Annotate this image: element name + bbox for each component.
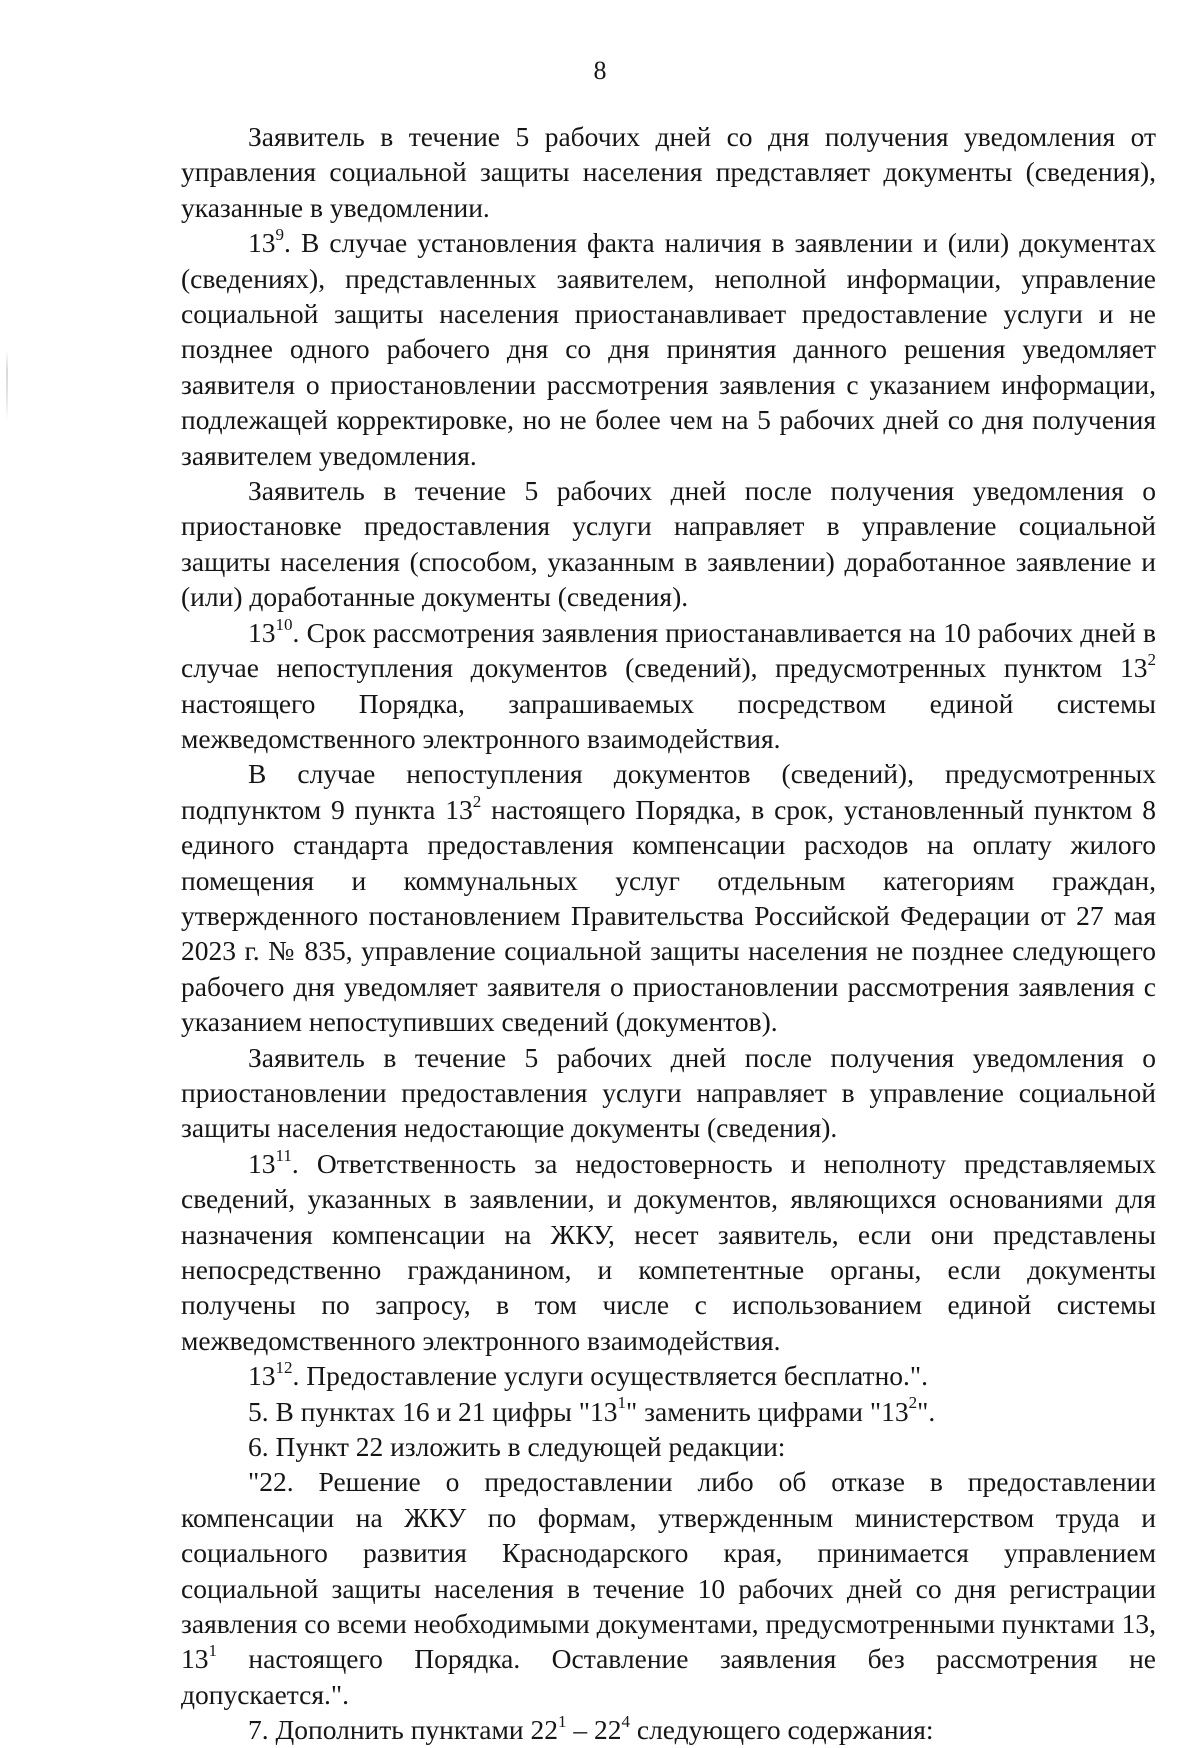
page-number: 8 [593, 56, 607, 85]
text-run: В случае непоступления документов (сведений), предусмотренных подпунктом 9 пункта 13 [181, 758, 1156, 825]
superscript-index: 1 [208, 1641, 218, 1661]
text-run: . Ответственность за недостоверность и неполноту представляемых сведений, указанных в заявлении, и документов, являющихся основаниями для назначения компенсации на ЖКУ, несет заявитель, если они представлены непосредственно гражданином, и компетентные органы, если документы получены по запросу, в том числе с использованием единой системы межведомственного электронного взаимодействия. [181, 1147, 1156, 1356]
paragraph [181, 1146, 1156, 1358]
document-body [181, 119, 1156, 1748]
text-run: настоящего Порядка, запрашиваемых посредством единой системы межведомственного электронного взаимодействия. [181, 687, 1156, 754]
text-run: 13 [248, 1147, 276, 1179]
text-run: . Срок рассмотрения заявления приостанавливается на 10 рабочих дней в случае непоступления документов (сведений), предусмотренных пунктом 13 [181, 616, 1156, 684]
text-run: следующего содержания: [629, 1714, 934, 1746]
superscript-index: 11 [275, 1145, 292, 1165]
superscript-index: 1 [557, 1712, 567, 1732]
text-run: 13 [248, 1360, 276, 1392]
text-run: 13 [248, 227, 276, 259]
text-run: 6. Пункт 22 изложить в следующей редакции: [248, 1431, 786, 1463]
paragraph [181, 1464, 1156, 1712]
paragraph [181, 615, 1156, 757]
paragraph [181, 1040, 1156, 1146]
paragraph [181, 119, 1156, 225]
paragraph [181, 225, 1156, 473]
text-run: Заявитель в течение 5 рабочих дней со дня получения уведомления от управления социальной защиты населения представляет документы (сведения), указанные в уведомлении. [181, 121, 1156, 223]
text-run: 13 [248, 616, 276, 648]
paragraph [181, 1712, 1156, 1747]
text-run: настоящего Порядка, в срок, установленный пунктом 8 единого стандарта предоставления компенсации расходов на оплату жилого помещения и коммунальных услуг отдельным категориям граждан, утвержденного постановлением Правительства Российской Федерации от 27 мая 2023 г. № 835, управление социальной защиты населения не позднее следующего рабочего дня уведомляет заявителя о приостановлении рассмотрения заявления с указанием непоступивших сведений (документов). [181, 793, 1156, 1038]
text-run: настоящего Порядка. Оставление заявления без рассмотрения не допускается.". [181, 1643, 1156, 1710]
superscript-index: 9 [275, 225, 285, 245]
superscript-index: 10 [275, 614, 293, 634]
superscript-index: 2 [908, 1393, 918, 1413]
text-run: 7. Дополнить пунктами 22 [248, 1714, 558, 1746]
text-run: Заявитель в течение 5 рабочих дней после получения уведомления о приостановлении предоставления услуги направляет в управление социальной защиты населения недостающие документы (сведения). [181, 1041, 1156, 1144]
paragraph [181, 1429, 1156, 1464]
text-run: "22. Решение о предоставлении либо об отказе в предоставлении компенсации на ЖКУ по формам, утвержденным министерством труда и социального развития Краснодарского края, принимается управлением социальной защиты населения в течение 10 рабочих дней со дня регистрации заявления со всеми необходимыми документами, предусмотренными пунктами 13, 13 [181, 1466, 1156, 1675]
superscript-index: 2 [1147, 649, 1156, 669]
superscript-index: 12 [275, 1358, 293, 1378]
text-run: 5. В пунктах 16 и 21 цифры "13 [248, 1395, 618, 1427]
text-run: . В случае установления факта наличия в заявлении и (или) документах (сведениях), представленных заявителем, неполной информации, управление социальной защиты населения приостанавливает предоставление услуги и не позднее одного рабочего дня со дня принятия данного решения уведомляет заявителя о приостановлении рассмотрения заявления с указанием информации, подлежащей корректировке, но не более чем на 5 рабочих дней со дня получения заявителем уведомления. [181, 227, 1156, 471]
text-run: ". [917, 1395, 936, 1427]
paragraph [181, 1358, 1156, 1393]
text-run: . Предоставление услуги осуществляется бесплатно.". [292, 1360, 929, 1392]
text-run: – 22 [566, 1714, 622, 1746]
paragraph [181, 1394, 1156, 1429]
superscript-index: 4 [621, 1712, 630, 1732]
text-run: Заявитель в течение 5 рабочих дней после получения уведомления о приостановке предоставления услуги направляет в управление социальной защиты населения (способом, указанным в заявлении) доработанное заявление и (или) доработанные документы (сведения). [181, 475, 1156, 613]
superscript-index: 2 [472, 791, 482, 811]
paragraph [181, 473, 1156, 615]
paragraph [181, 756, 1156, 1039]
text-run: " заменить цифрами "13 [626, 1395, 909, 1427]
superscript-index: 1 [617, 1393, 627, 1413]
scan-margin-mark [6, 350, 8, 420]
